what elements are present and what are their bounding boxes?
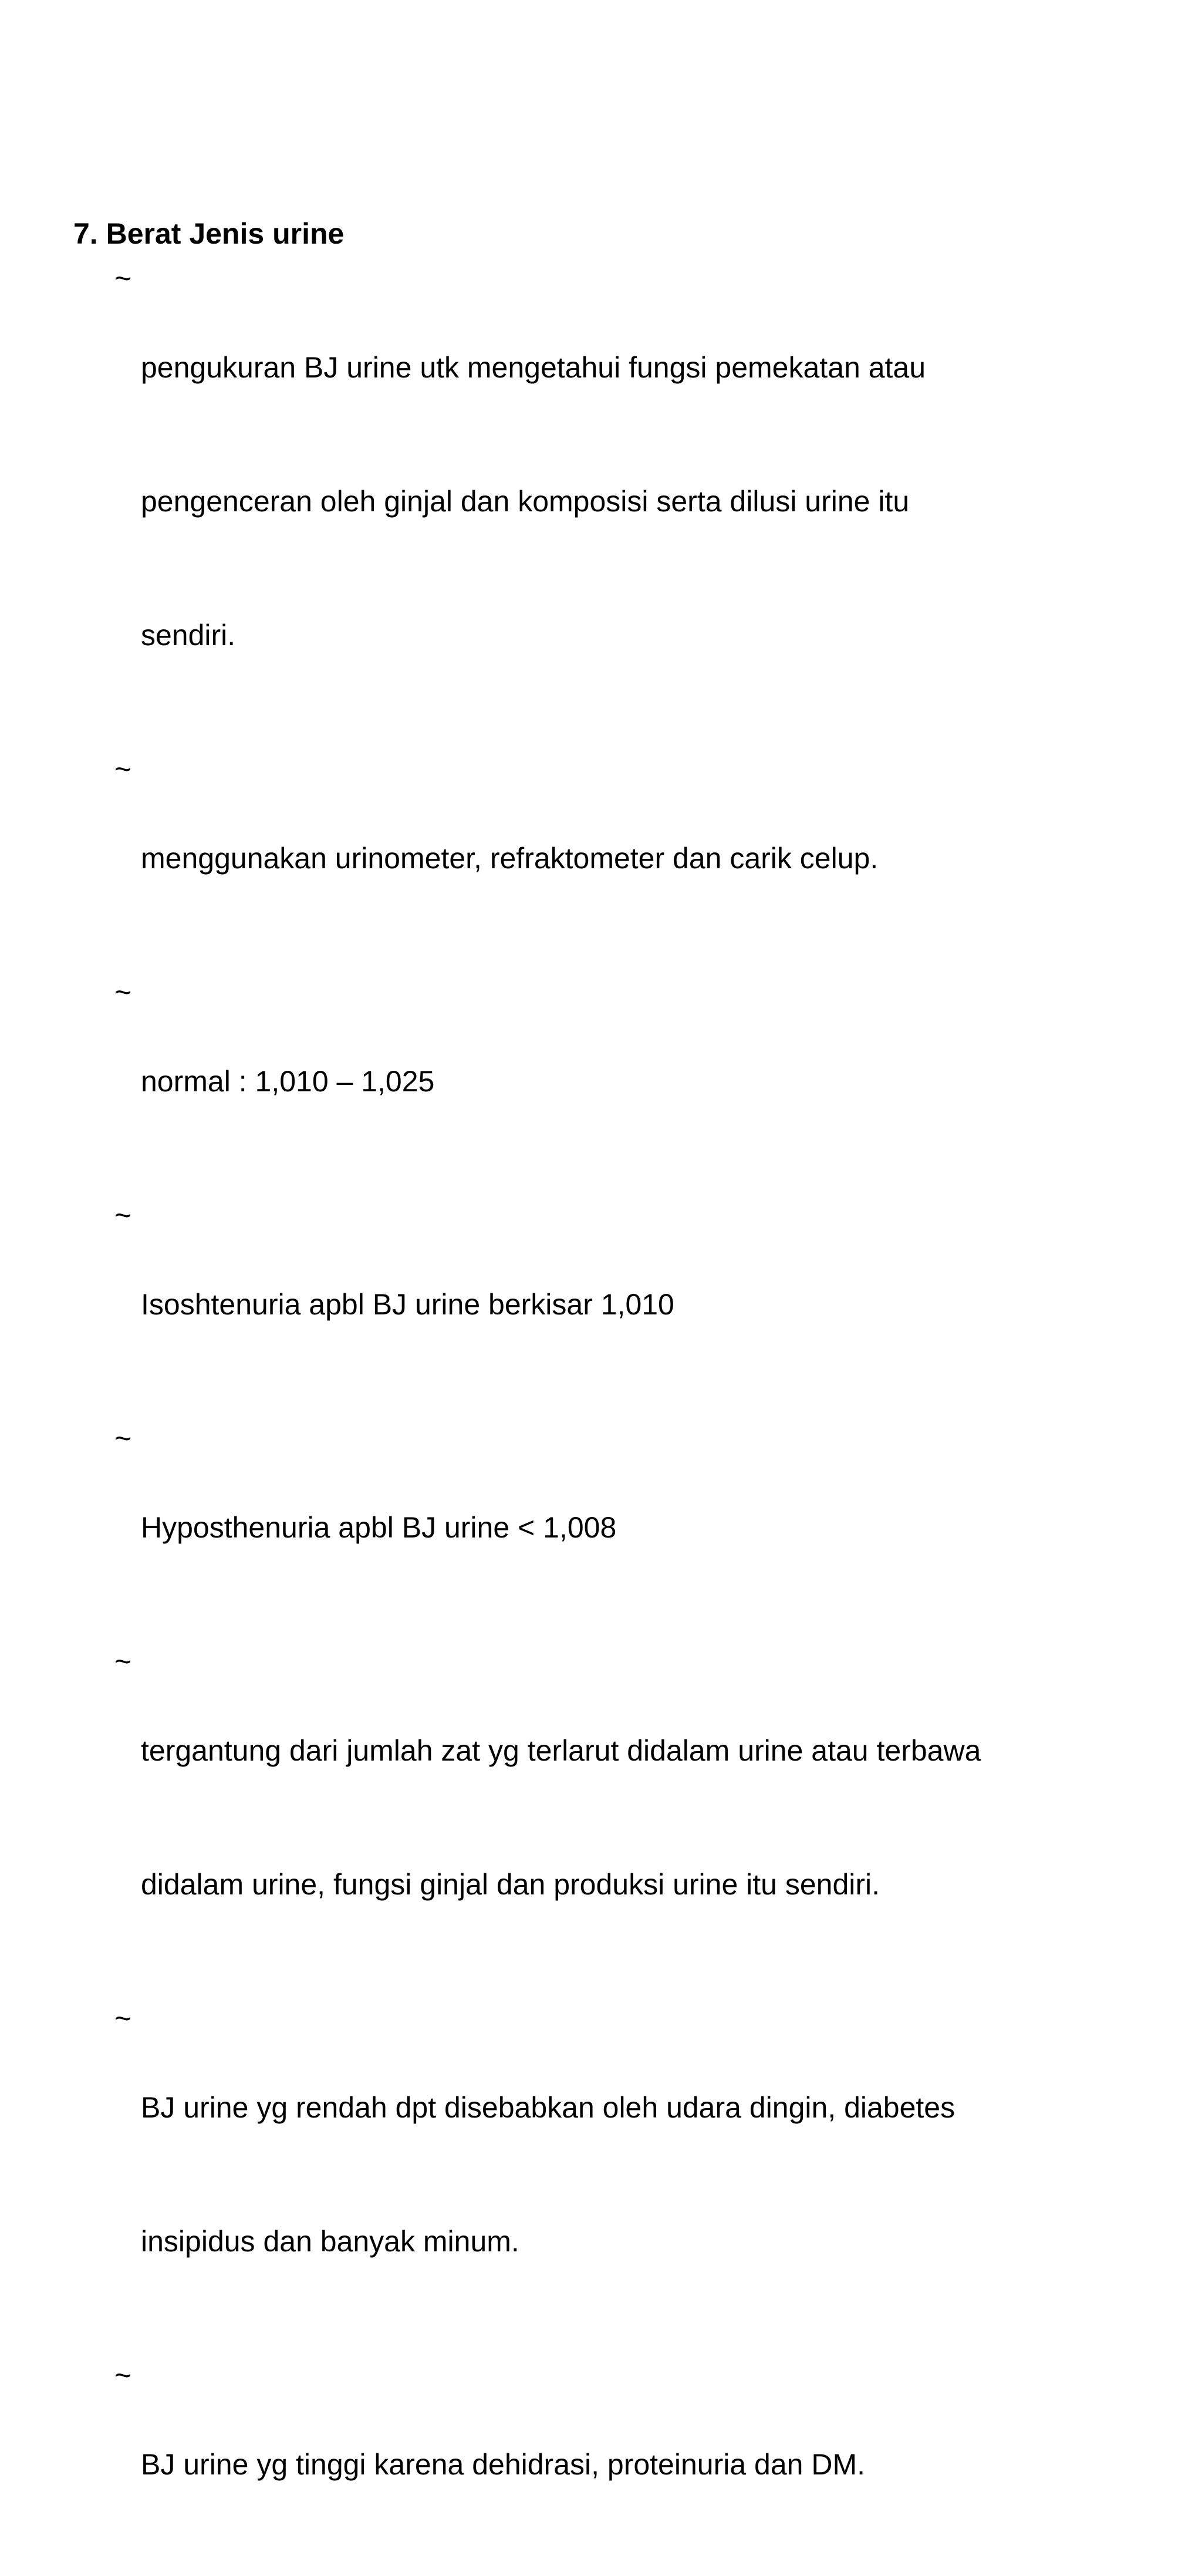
bullet-line: didalam urine, fungsi ginjal dan produksi urine itu sendiri.: [141, 1868, 880, 1901]
bullet-line: menggunakan urinometer, refraktometer dan carik celup.: [141, 842, 879, 875]
bullet-line: pengukuran BJ urine utk mengetahui fungsi pemekatan atau: [141, 351, 926, 384]
bullet-line: insipidus dan banyak minum.: [141, 2225, 519, 2258]
bullet-line: pengenceran oleh ginjal dan komposisi serta dilusi urine itu: [141, 485, 910, 518]
bullet-item: [114, 1639, 1177, 1996]
bullet-line: Hyposthenuria apbl BJ urine < 1,008: [141, 1511, 617, 1544]
bullet-list: [73, 256, 1177, 2576]
bullet-item: [114, 2353, 1177, 2576]
bullet-symbol: ~: [114, 2359, 132, 2392]
bullet-symbol: ~: [114, 976, 132, 1009]
bullet-text: [141, 970, 1177, 1193]
bullet-item: [114, 1996, 1177, 2353]
bullet-symbol: ~: [114, 262, 132, 295]
bullet-text: [141, 1639, 1177, 1996]
bullet-item: [114, 970, 1177, 1193]
bullet-text: [141, 1416, 1177, 1639]
bullet-line: tergantung dari jumlah zat yg terlarut didalam urine atau terbawa: [141, 1734, 981, 1767]
bullet-item: [114, 1193, 1177, 1416]
bullet-text: [141, 747, 1177, 970]
bullet-symbol: ~: [114, 1645, 132, 1678]
bullet-line: BJ urine yg tinggi karena dehidrasi, proteinuria dan DM.: [141, 2448, 866, 2481]
bullet-line: normal : 1,010 – 1,025: [141, 1065, 435, 1098]
bullet-symbol: ~: [114, 1422, 132, 1455]
bullet-line: sendiri.: [141, 619, 236, 652]
bullet-text: [141, 2353, 1177, 2576]
slide-content: [73, 211, 1177, 2576]
bullet-text: [141, 1193, 1177, 1416]
bullet-text: [141, 256, 1177, 747]
bullet-text: [141, 1996, 1177, 2353]
bullet-symbol: ~: [114, 2002, 132, 2035]
bullet-item: [114, 1416, 1177, 1639]
bullet-symbol: ~: [114, 1199, 132, 1232]
slide-heading: 7. Berat Jenis urine: [73, 217, 345, 250]
bullet-item: [114, 256, 1177, 747]
bullet-line: Isoshtenuria apbl BJ urine berkisar 1,010: [141, 1288, 674, 1321]
bullet-symbol: ~: [114, 753, 132, 785]
bullet-item: [114, 747, 1177, 970]
bullet-line: BJ urine yg rendah dpt disebabkan oleh udara dingin, diabetes: [141, 2091, 955, 2124]
